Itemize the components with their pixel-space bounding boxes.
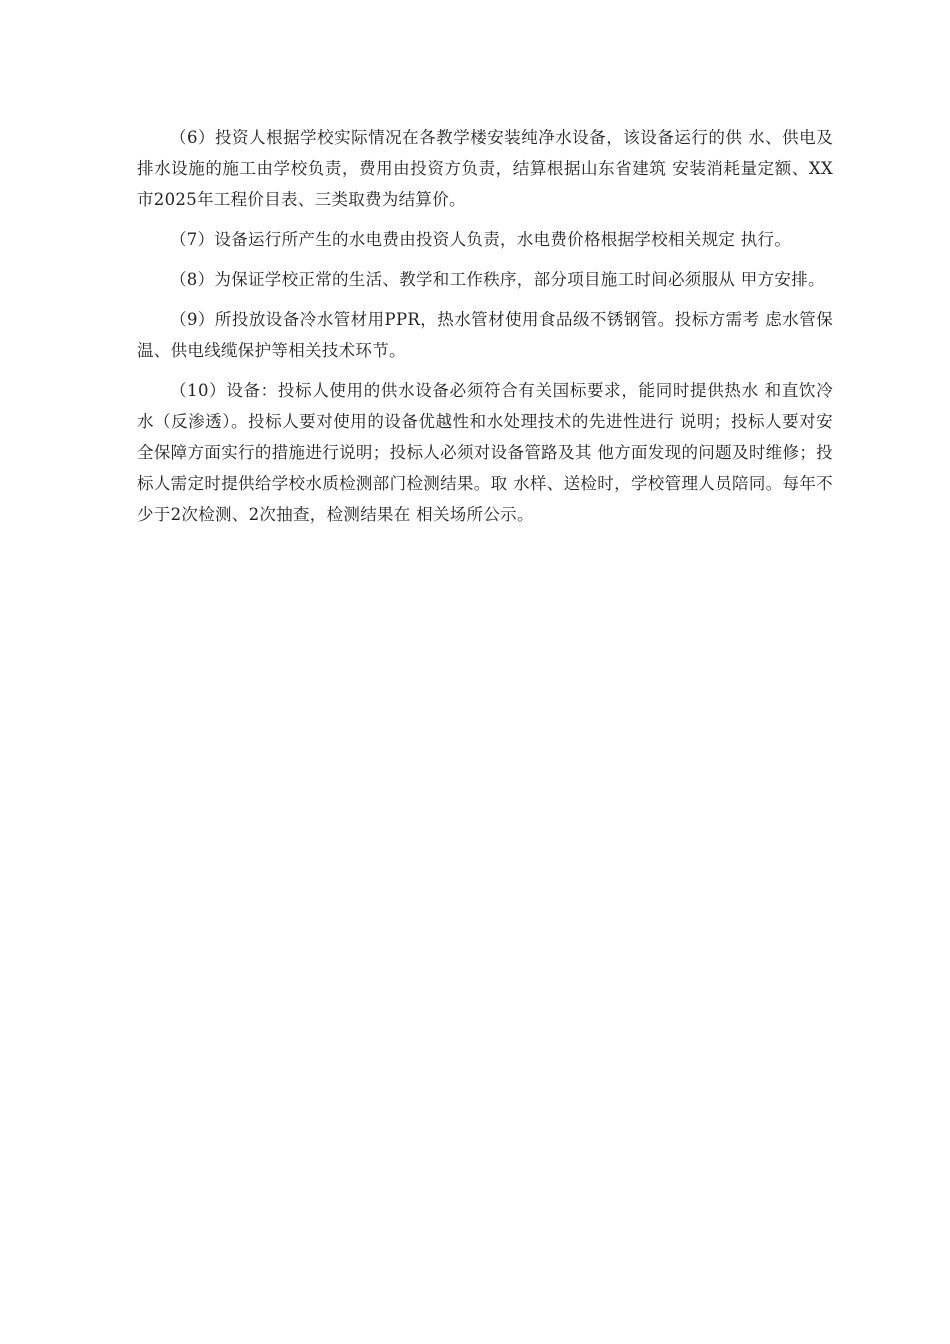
document-body: [137, 122, 833, 539]
paragraph-8: （8）为保证学校正常的生活、教学和工作秩序，部分项目施工时间必须服从 甲方安排。: [170, 270, 825, 289]
paragraph-7: （7）设备运行所产生的水电费由投资人负责，水电费价格根据学校相关规定 执行。: [170, 230, 792, 249]
paragraph-9: （9）所投放设备冷水管材用PPR，热水管材使用食品级不锈钢管。投标方需考 虑水管保温、供电线缆保护等相关技术环节。: [137, 310, 833, 360]
paragraph-10: （10）设备：投标人使用的供水设备必须符合有关国标要求，能同时提供热水 和直饮冷水（反渗透）。投标人要对使用的设备优越性和水处理技术的先进性进行 说明；投标人要对安全保障方面实行的措施进行说明；投标人必须对设备管路及其 他方面发现的问题及时维修；投标人需定时提供给学校水质检测部门检测结果。取 水样、送检时，学校管理人员陪同。每年不少于2次检测、2次抽查，检测结果在 相关场所公示。: [137, 381, 833, 524]
paragraph-6: （6）投资人根据学校实际情况在各教学楼安装纯净水设备，该设备运行的供 水、供电及排水设施的施工由学校负责，费用由投资方负责，结算根据山东省建筑 安装消耗量定额、XX市2025年工程价目表、三类取费为结算价。: [137, 128, 833, 209]
